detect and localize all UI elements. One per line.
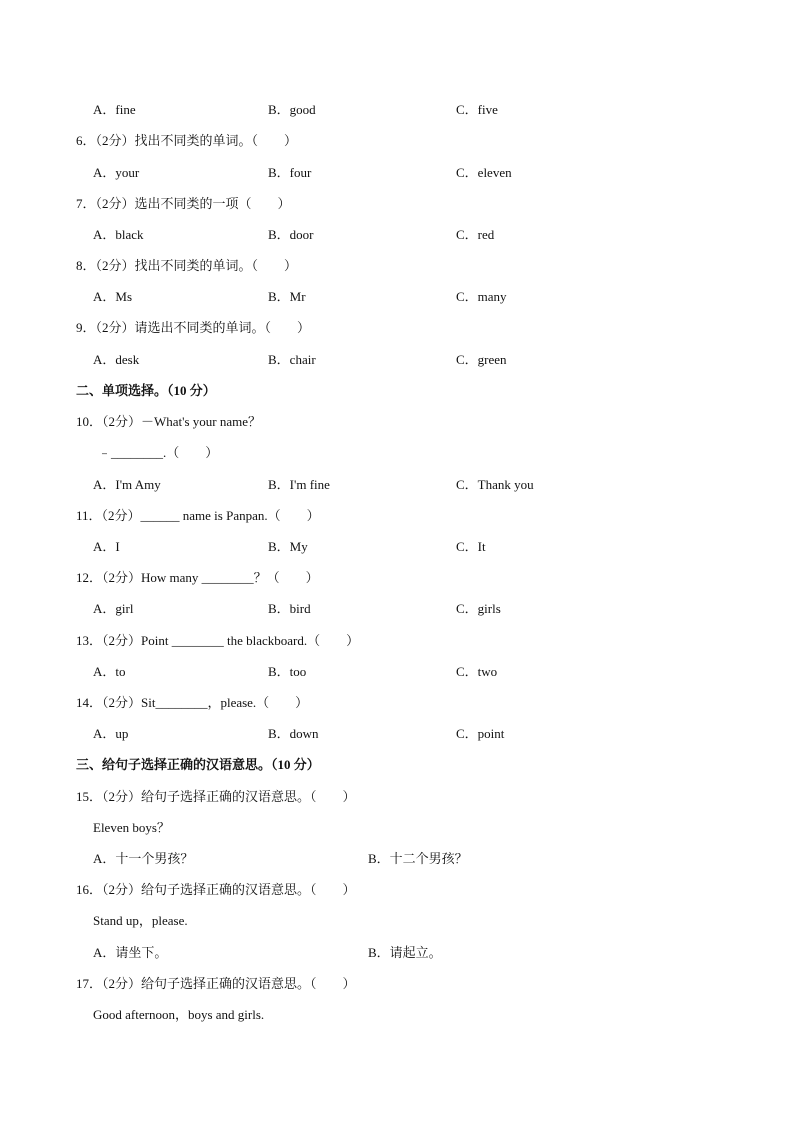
option-q11-a: A．I: [93, 539, 120, 554]
option-q8-c: C．many: [456, 289, 507, 304]
option-q6-c: C．eleven: [456, 165, 512, 180]
option-q7-a: A．black: [93, 227, 144, 242]
question-12-stem: 12．（2分）How many ________？（ ）: [76, 570, 319, 585]
option-q7-b: B．door: [268, 227, 314, 242]
option-q5-c: C．five: [456, 102, 498, 117]
question-11-stem: 11．（2分）______ name is Panpan.（ ）: [76, 508, 320, 523]
option-q5-b: B．good: [268, 102, 316, 117]
option-q11-c: C．It: [456, 539, 486, 554]
question-14-stem: 14．（2分）Sit________，please.（ ）: [76, 695, 309, 710]
option-q12-c: C．girls: [456, 601, 501, 616]
option-q10-b: B．I'm fine: [268, 477, 330, 492]
option-q12-b: B．bird: [268, 601, 311, 616]
option-q16-a: A．请坐下。: [93, 945, 168, 960]
question-17-sub: Good afternoon，boys and girls.: [93, 1007, 265, 1022]
question-8-stem: 8．（2分）找出不同类的单词。（ ）: [76, 258, 298, 273]
question-9-stem: 9．（2分）请选出不同类的单词。（ ）: [76, 320, 311, 335]
question-16-stem: 16．（2分）给句子选择正确的汉语意思。（ ）: [76, 882, 356, 897]
question-15-stem: 15．（2分）给句子选择正确的汉语意思。（ ）: [76, 789, 356, 804]
option-q9-a: A．desk: [93, 352, 140, 367]
option-q15-a: A．十一个男孩？: [93, 851, 194, 866]
question-7-stem: 7．（2分）选出不同类的一项（ ）: [76, 196, 291, 211]
option-q13-a: A．to: [93, 664, 126, 679]
option-q11-b: B．My: [268, 539, 308, 554]
option-q5-a: A．fine: [93, 102, 136, 117]
question-15-sub: Eleven boys？: [93, 820, 170, 835]
question-10-sub: ﹣________.（ ）: [98, 445, 219, 460]
question-6-stem: 6．（2分）找出不同类的单词。（ ）: [76, 133, 298, 148]
option-q7-c: C．red: [456, 227, 495, 242]
option-q9-b: B．chair: [268, 352, 316, 367]
option-q15-b: B．十二个男孩？: [368, 851, 468, 866]
option-q13-c: C．two: [456, 664, 498, 679]
option-q10-a: A．I'm Amy: [93, 477, 161, 492]
question-17-stem: 17．（2分）给句子选择正确的汉语意思。（ ）: [76, 976, 356, 991]
option-q8-b: B．Mr: [268, 289, 306, 304]
question-16-sub: Stand up，please.: [93, 913, 188, 928]
question-10-stem: 10．（2分）－What's your name？: [76, 414, 262, 429]
option-q16-b: B．请起立。: [368, 945, 442, 960]
section-heading: 二、单项选择。（10 分）: [76, 383, 216, 398]
option-q13-b: B．too: [268, 664, 307, 679]
option-q14-a: A．up: [93, 726, 129, 741]
option-q8-a: A．Ms: [93, 289, 133, 304]
option-q6-b: B．four: [268, 165, 312, 180]
option-q14-c: C．point: [456, 726, 505, 741]
section-heading: 三、给句子选择正确的汉语意思。（10 分）: [76, 757, 320, 772]
option-q9-c: C．green: [456, 352, 507, 367]
option-q6-a: A．your: [93, 165, 140, 180]
question-13-stem: 13．（2分）Point ________ the blackboard.（ ）: [76, 633, 360, 648]
option-q10-c: C．Thank you: [456, 477, 534, 492]
option-q12-a: A．girl: [93, 601, 134, 616]
option-q14-b: B．down: [268, 726, 319, 741]
